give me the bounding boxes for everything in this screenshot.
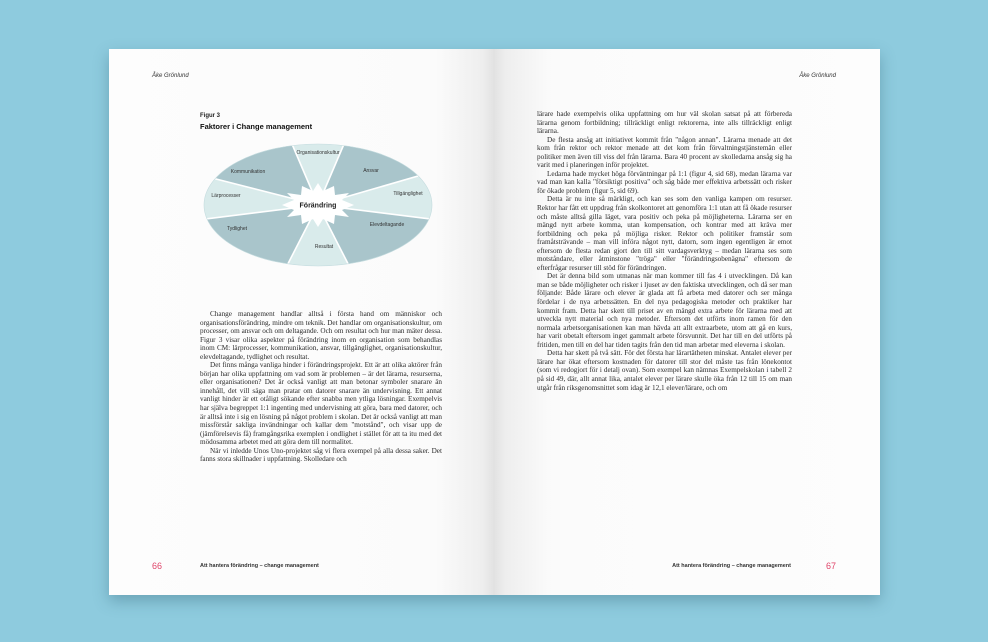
right-body-text [537,110,792,392]
figure-title: Faktorer i Change management [200,122,313,131]
center-label: Förändring [299,202,337,210]
footer-chapter-title: Att hantera förändring – change management [200,563,319,569]
label-tydlighet: Tydlighet [226,226,248,232]
page-number: 66 [152,561,163,571]
paragraph: lärare hade exempelvis olika uppfattning om hur väl skolan satsat på att förbereda lärarna genom fortbildning; tillräckligt enligt rektorerna, inte alls tillräckligt enligt lärarna. [537,110,792,136]
label-tillganglighet: Tillgänglighet [393,191,423,197]
paragraph: Ledarna hade mycket höga förväntningar på 1:1 (figur 4, sid 68), medan lärarna var vad man kan kalla "försiktigt positiva" och såg både mer effektiva arbetssätt och risker för ökade problem (figur 5, sid 69). [537,169,792,195]
label-elevdeltagande: Elevdeltagande [369,222,405,228]
paragraph: När vi inledde Unos Uno-projektet såg vi flera exempel på alla dessa saker. Det fanns stora skillnader i uppfattning. Skolledare och [200,446,442,464]
paragraph: Det finns många vanliga hinder i förändringsprojekt. Ett är att olika aktörer från början har olika uppfattning om vad som är problemen – är det lärarna, resurserna, eller organisationen? Det är också vanligt att man betonar symboler snarare än innehåll, det vill säga man pratar om datorer snarare än undervisning. Ett annat vanligt hinder är ett otåligt sökande efter snabba men ytliga lösningar. Exempelvis har själva begreppet 1:1 ingenting med undervisning att göra, bara med datorer, och är alltså inte i sig en lösning på något problem i skolan. Det är också vanligt att man missförstår sakliga invändningar och kallar dem "motstånd", och visar upp de (jämförelsevis få) framgångsrika exemplen i ondlighet i stället för att ta itu med det mödosamma arbetet med att göra dem till normalitet. [200,361,442,447]
paragraph: Change management handlar alltså i första hand om människor och organisationsförändring, mindre om teknik. Det handlar om organisationskultur, om processer, om ansvar och om deltagande. Och om resultat och hur man mäter dessa. Figur 3 visar olika aspekter på förändring inom en organisation som behandlas inom CM: lärprocesser, kommunikation, ansvar, tillgänglighet, organisationskultur, elevdeltagande, tydlighet och resultat. [200,310,442,361]
running-head: Åke Grönlund [152,73,189,79]
paragraph: Detta är nu inte så märkligt, och kan ses som den vanliga kampen om resurser. Rektor har fått ett uppdrag från skolkontoret att genomföra 1:1 utan att få ökade resurser och måste alltså gilla läget, vara positiv och peka på möjligheterna. Lärarna ser en mängd nytt arbete komma, utan kompensation, och kontrar med att kräva mer fortbildning och peka på möjliga risker. Rektor och politiker framstår som framåtsträvande – man vill införa något nytt, datorn, som ingen egentligen är emot eftersom de flesta redan gjort den till sitt vardagsverktyg – medan lärarna ses som motståndare, eller åtminstone "tröga" eller "förändringsobenägna" eftersom de efterfrågar resurser till stöd för förändringen. [537,195,792,272]
left-page [109,49,494,595]
label-kommunikation: Kommunikation [230,169,266,175]
running-head: Åke Grönlund [799,73,836,79]
footer-chapter-title: Att hantera förändring – change management [672,563,791,569]
label-resultat: Resultat [314,244,334,250]
page-number: 67 [825,561,836,571]
label-organisationskultur: Organisationskultur [296,150,340,156]
label-ansvar: Ansvar [363,168,379,174]
label-larprocesser: Lärprocesser [211,193,241,199]
book-spread [109,49,880,595]
paragraph: Det är denna bild som utmanas när man kommer till fas 4 i utvecklingen. Då kan man se både möjligheter och risker i ljuset av den faktiska utvecklingen, och då ser man följande: Både lärare och elever är glada att få arbeta med datorer och ser många fördelar i de nya arbetssätten. En del nya pedagogiska metoder och praktiker har kommit fram. Detta har skett till priset av en mängd extra arbete för lärarna med att utveckla nytt material och nya metoder. Eftersom det utförts inom ramen för den normala arbetsorganisationen kan man hävda att allt extraarbete, utom att gå en kurs, har varit obetalt eftersom inget gammalt arbete försvunnit. Det har till en del utförts på fritiden, men till en del har tiden tagits från den tid man arbetar med eleverna i skolan. [537,272,792,349]
change-management-diagram [203,143,433,267]
left-body-text [200,310,442,464]
figure-label: Figur 3 [200,113,221,119]
right-page [494,49,880,595]
paragraph: De flesta ansåg att initiativet kommit från "någon annan". Lärarna menade att det kom från rektor och rektor menade att det kom från förvaltningstjänstemän eller politiker men även till viss del från lärarna. Bara 40 procent av skolledarna ansåg sig ha varit med i planeringen inför projektet. [537,135,792,170]
paragraph: Detta har skett på två sätt. För det första har lärartätheten minskat. Antalet elever per lärare har ökat eftersom kostnaden för datorer till stor del måste tas från lönekontot (som vi redogjort för i detalj ovan). Som exempel kan nämnas Exempelskolan i tabell 2 på sid 49, där, allt annat lika, antalet elever per lärare skulle öka från 12 till 15 om man utgår från riksgenomsnittet som idag är 12,1 elever/lärare, och om [537,349,792,392]
